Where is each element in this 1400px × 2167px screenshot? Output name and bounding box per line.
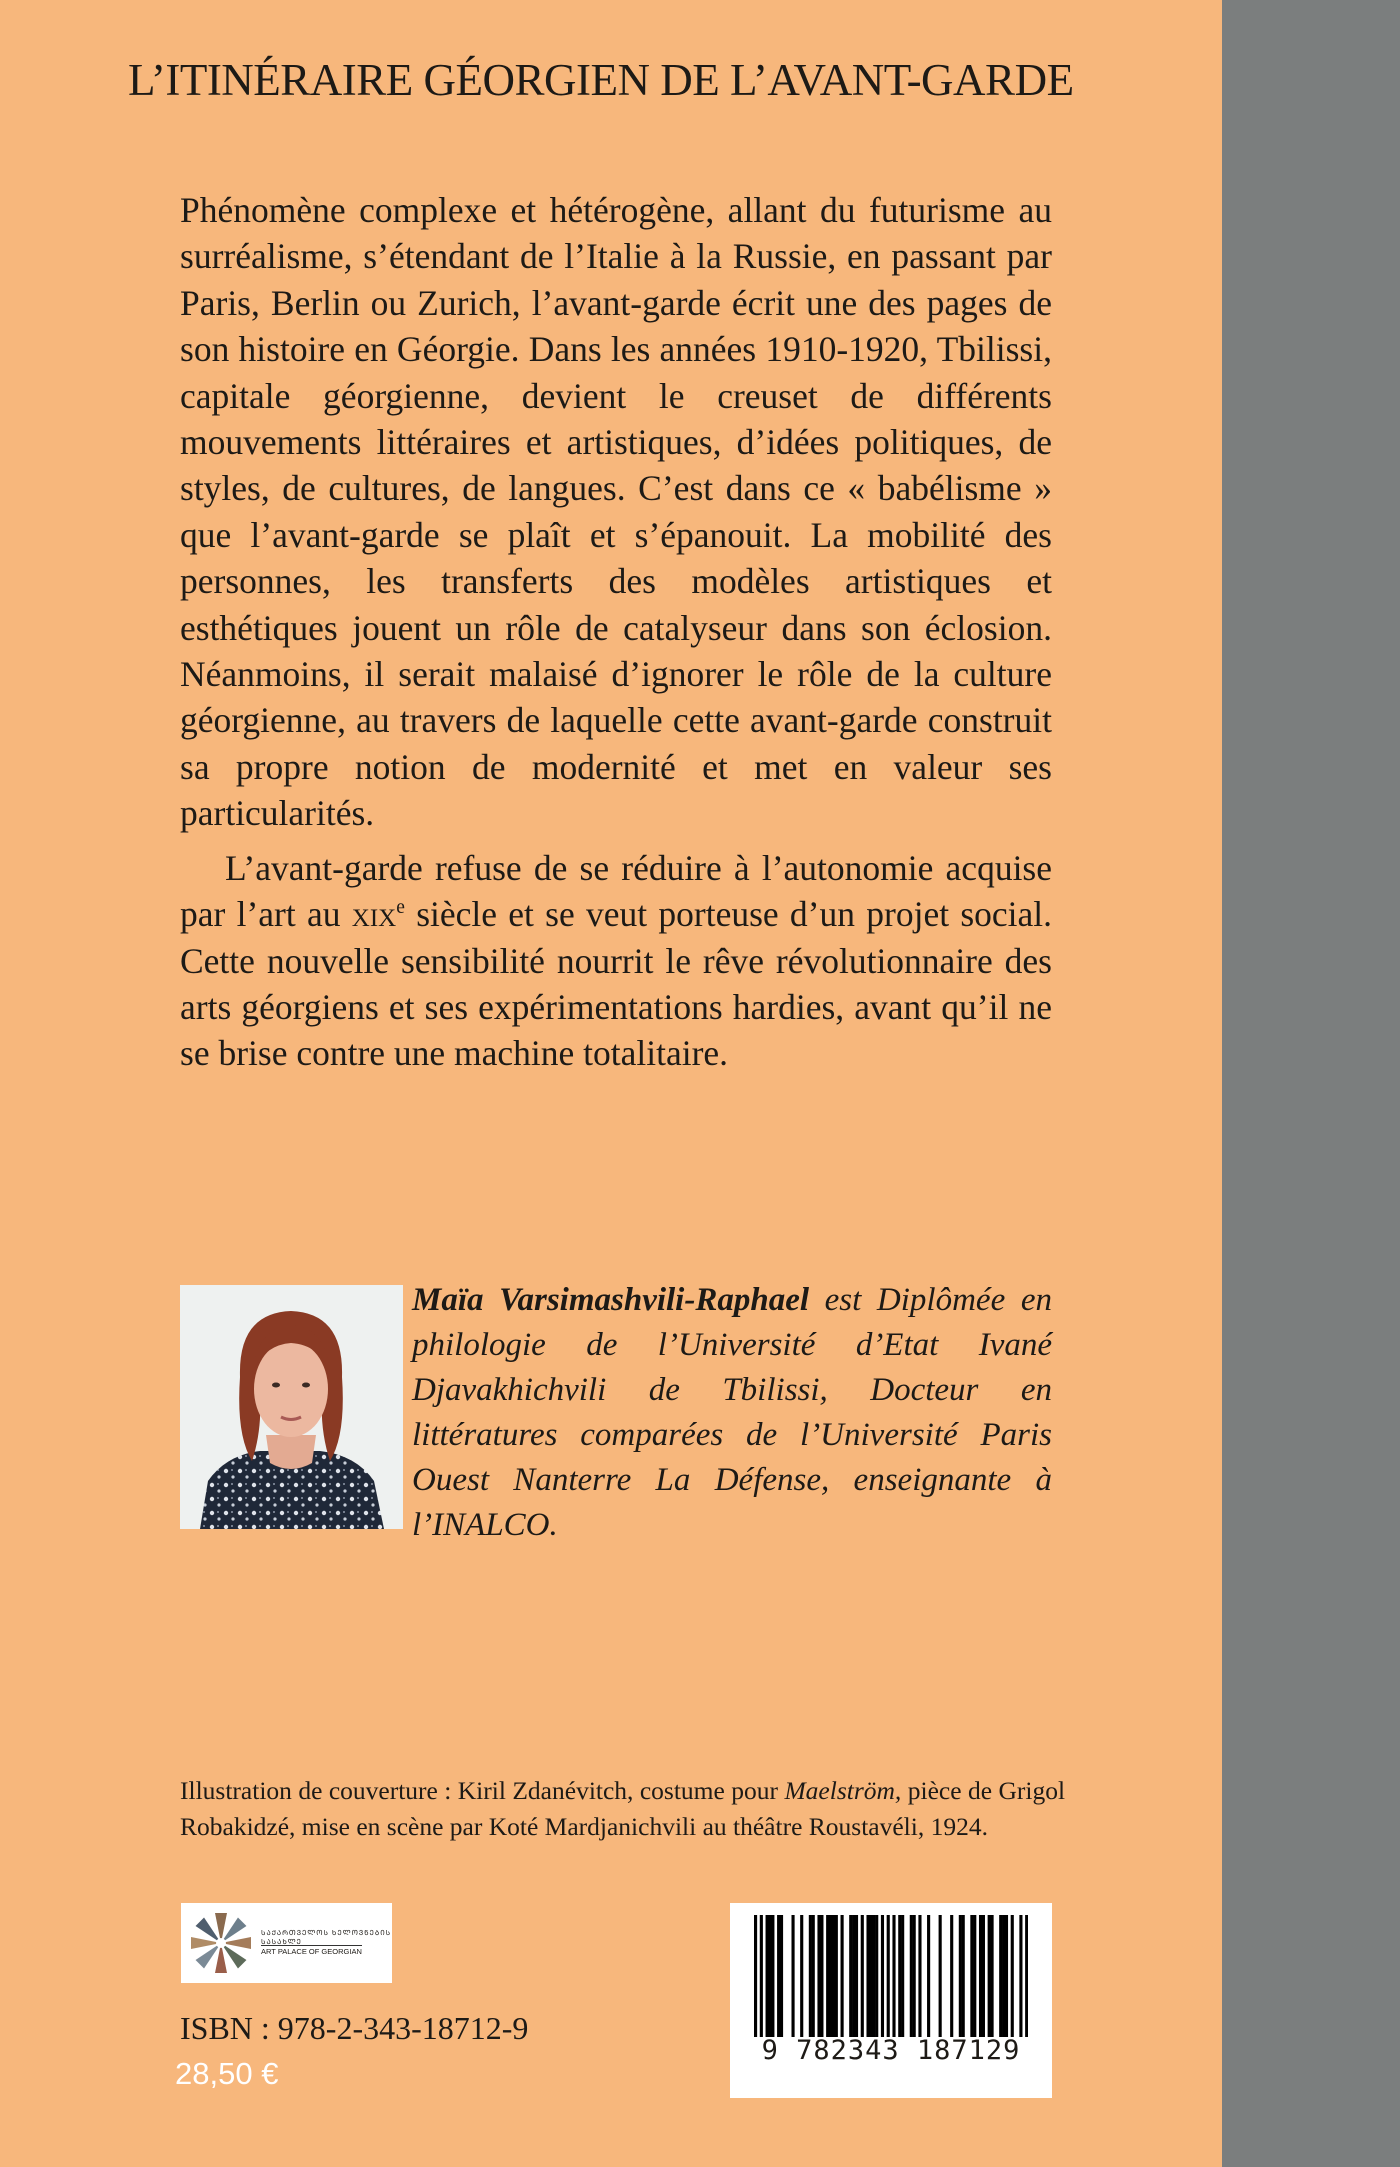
barcode-bar: [872, 1915, 875, 2037]
barcode-bar: [852, 1915, 855, 2037]
barcode-bar: [1025, 1915, 1028, 2037]
author-bio-text: est Diplômée en philologie de l’Université d’Etat Ivané Djavakhichvili de Tbilissi, Docteur en littératures comparées de l’Université Paris Ouest Nanterre La Défense, enseignante à l’INALCO.: [412, 1282, 1052, 1543]
barcode-bar: [979, 1915, 982, 2037]
logo-georgian-text: ᲡᲐᲥᲐᲠᲗᲕᲔᲚᲝᲡ ᲮᲔᲚᲝᲕᲜᲔᲑᲘᲡ ᲡᲐᲡᲐᲮᲚᲔ: [261, 1930, 392, 1946]
barcode-bar: [962, 1915, 965, 2037]
author-name: Maïa Varsimashvili-Raphael: [412, 1282, 810, 1318]
barcode-bar: [991, 1915, 994, 2037]
barcode-bar: [766, 1915, 769, 2037]
price: 28,50 €: [175, 2056, 279, 2091]
cover-credit: [180, 1773, 1065, 1844]
spine-strip: [1222, 0, 1400, 2167]
book-title: L’ITINÉRAIRE GÉORGIEN DE L’AVANT-GARDE: [128, 55, 1074, 105]
barcode-bar: [959, 1915, 962, 2037]
publisher-logo: [181, 1903, 392, 1983]
barcode-bar: [791, 1915, 794, 2037]
barcode-bar: [1011, 1915, 1014, 2037]
barcode-bar: [892, 1915, 895, 2037]
barcode-bar: [999, 1915, 1002, 2037]
author-portrait-image: [180, 1285, 403, 1529]
barcode-bar: [901, 1915, 904, 2037]
blurb-p2-end: siècle et se veut porteuse d’un projet social. Cette nouvelle sensibilité nourrit le rêve révolutionnaire des arts géorgiens et ses expérimentations hardies, avant qu’il ne se brise contre une machine totalitaire.: [180, 894, 1053, 1074]
barcode-bar: [817, 1915, 820, 2037]
barcode-bars: [754, 1915, 1028, 2037]
credit-suffix: pièce de Grigol Robakidzé, mise en scène par Koté Mardjanichvili au théâtre Roustavéli, 1924.: [180, 1776, 1066, 1841]
barcode-bar: [754, 1915, 757, 2037]
barcode-bar: [988, 1915, 991, 2037]
author-bio: [412, 1278, 1052, 1548]
barcode-bar: [950, 1915, 953, 2037]
barcode-bar: [800, 1915, 803, 2037]
barcode-bar: [1019, 1915, 1022, 2037]
barcode-bar: [910, 1915, 913, 2037]
barcode-bar: [780, 1915, 783, 2037]
barcode-bar: [927, 1915, 930, 2037]
barcode-bar: [913, 1915, 916, 2037]
rosette-emblem-icon: [186, 1908, 256, 1978]
barcode-digits: 9 782343 187129: [761, 2035, 1021, 2066]
barcode-bar: [982, 1915, 985, 2037]
blurb-paragraph-2: [180, 845, 1052, 1077]
barcode-bar: [849, 1915, 852, 2037]
barcode-bar: [861, 1915, 864, 2037]
barcode-bar: [918, 1915, 921, 2037]
barcode-bar: [820, 1915, 823, 2037]
credit-prefix: Illustration de couverture : Kiril Zdanévitch, costume pour: [180, 1776, 778, 1805]
barcode-bar: [809, 1915, 812, 2037]
barcode-bar: [869, 1915, 872, 2037]
barcode-bar: [812, 1915, 815, 2037]
barcode-bar: [970, 1915, 973, 2037]
barcode-bar: [777, 1915, 780, 2037]
century-numeral: xix: [351, 894, 397, 935]
blurb: [180, 187, 1052, 1077]
barcode-bar: [760, 1915, 763, 2037]
barcode-bar: [939, 1915, 942, 2037]
barcode-bar: [771, 1915, 774, 2037]
logo-english-text: ART PALACE OF GEORGIAN: [261, 1947, 362, 1956]
barcode-bar: [1002, 1915, 1005, 2037]
barcode-bar: [1005, 1915, 1008, 2037]
barcode-bar: [866, 1915, 869, 2037]
barcode-bar: [855, 1915, 858, 2037]
barcode-bar: [841, 1915, 844, 2037]
isbn-barcode: [730, 1903, 1052, 2098]
blurb-paragraph-1: Phénomène complexe et hétérogène, allant du futurisme au surréalisme, s’étendant de l’Italie à la Russie, en passant par Paris, Berlin ou Zurich, l’avant-garde écrit une des pages de son histoire en Géorgie. Dans les années 1910-1920, Tbilissi, capitale géorgienne, devient le creuset de différents mouvements littéraires et artistiques, d’idées politiques, de styles, de cultures, de langues. C’est dans ce « babélisme » que l’avant-garde se plaît et s’épanouit. La mobilité des personnes, les transferts des modèles artistiques et esthétiques jouent un rôle de catalyseur dans son éclosion. Néanmoins, il serait malaisé d’ignorer le rôle de la culture géorgienne, au travers de laquelle cette avant-garde construit sa propre notion de modernité et met en valeur ses particularités.: [180, 190, 1052, 834]
credit-work-title: Maelström,: [784, 1776, 902, 1805]
barcode-bar: [832, 1915, 835, 2037]
barcode-bar: [826, 1915, 829, 2037]
barcode-bar: [898, 1915, 901, 2037]
barcode-bar: [835, 1915, 838, 2037]
author-photo: [180, 1285, 403, 1529]
barcode-bar: [973, 1915, 976, 2037]
barcode-bar: [768, 1915, 771, 2037]
barcode-bar: [887, 1915, 890, 2037]
barcode-bar: [829, 1915, 832, 2037]
barcode-bar: [881, 1915, 884, 2037]
barcode-bar: [875, 1915, 878, 2037]
isbn-number: ISBN : 978-2-343-18712-9: [180, 2010, 529, 2046]
century-superscript: e: [396, 897, 405, 919]
blurb-p2-start: L’avant-garde refuse de se réduire à l’autonomie acquise par l’art au: [180, 847, 1052, 935]
